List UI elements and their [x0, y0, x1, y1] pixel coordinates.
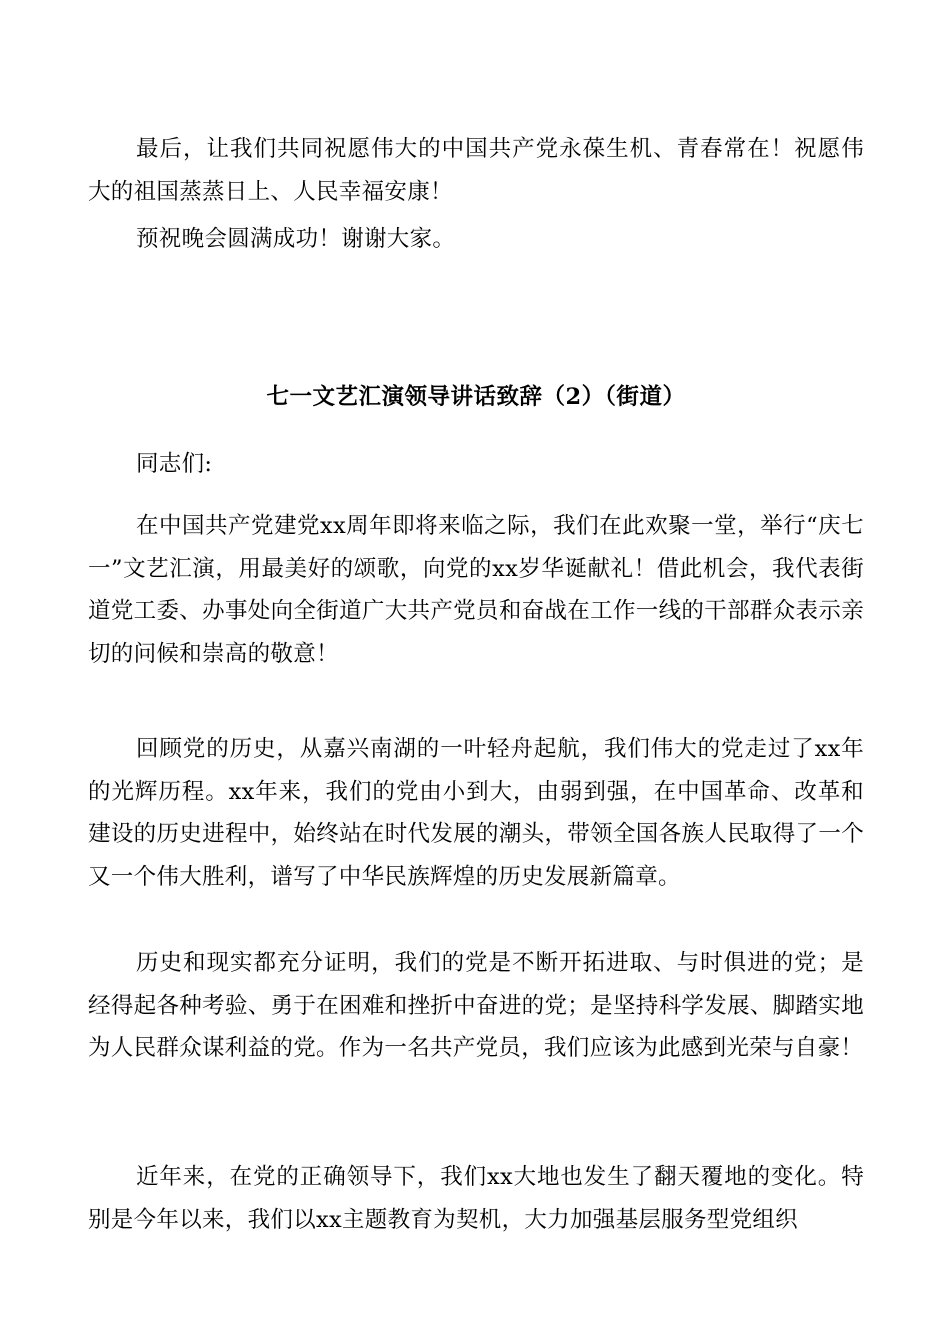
paragraph-proof: 历史和现实都充分证明，我们的党是不断开拓进取、与时俱进的党；是经得起各种考验、勇于在困难和挫折中奋进的党；是坚持科学发展、脚踏实地为人民群众谋利益的党。作为一名共产党员，我们应该为此感到光荣与自豪！: [88, 950, 864, 1061]
paragraph-history: 回顾党的历史，从嘉兴南湖的一叶轻舟起航，我们伟大的党走过了xx年的光辉历程。xx年来，我们的党由小到大，由弱到强，在中国革命、改革和建设的历史进程中，始终站在时代发展的潮头，带领全国各族人民取得了一个又一个伟大胜利，谱写了中华民族辉煌的历史发展新篇章。: [88, 736, 864, 890]
paragraph-opening: 在中国共产党建党xx周年即将来临之际，我们在此欢聚一堂，举行“庆七一”文艺汇演，用最美好的颂歌，向党的xx岁华诞献礼！借此机会，我代表街道党工委、办事处向全街道广大共产党员和奋战在工作一线的干部群众表示亲切的问候和崇高的敬意！: [88, 513, 864, 667]
paragraph-recent-years: 近年来，在党的正确领导下，我们xx大地也发生了翻天覆地的变化。特别是今年以来，我们以xx主题教育为契机，大力加强基层服务型党组织: [88, 1164, 864, 1233]
paragraph-closing-thanks: 预祝晚会圆满成功！谢谢大家。: [136, 226, 456, 252]
speech-title: 七一文艺汇演领导讲话致辞（2）（街道）: [266, 384, 686, 410]
salutation: 同志们:: [136, 451, 213, 477]
paragraph-closing-wishes: 最后，让我们共同祝愿伟大的中国共产党永葆生机、青春常在！祝愿伟大的祖国蒸蒸日上、人民幸福安康！: [88, 136, 864, 205]
